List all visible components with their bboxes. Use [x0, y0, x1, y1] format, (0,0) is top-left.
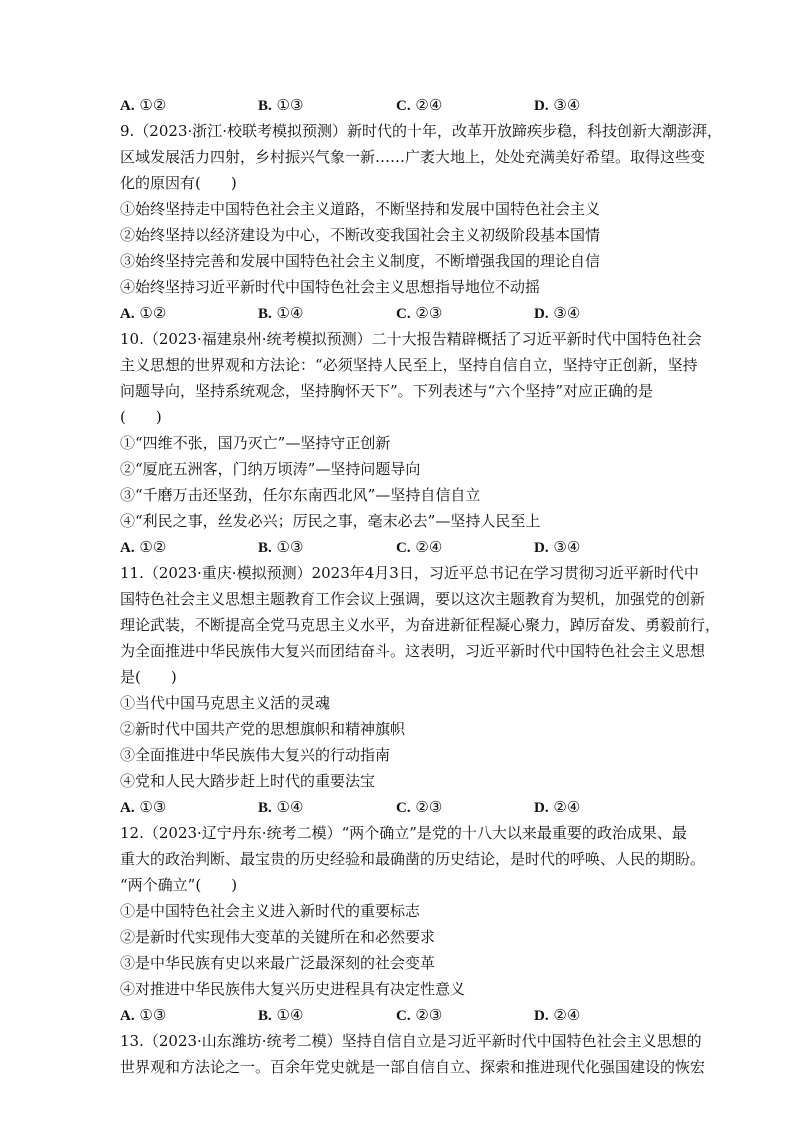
- question-stem-line: “两个确立”( ): [120, 876, 238, 894]
- question-12-options: [120, 1002, 690, 1028]
- statement: ①“四维不张，国乃灭亡”—坚持守正创新: [120, 434, 391, 452]
- option-b: B. ①③: [258, 96, 304, 114]
- option-a: A. ①②: [120, 538, 167, 556]
- question-stem-line: 世界观和方法论之一。百余年党史就是一部自信自立、探索和推进现代化强国建设的恢宏: [120, 1058, 706, 1076]
- question-10: [120, 326, 702, 560]
- option-b: B. ①③: [258, 538, 304, 556]
- question-12: [120, 820, 706, 1028]
- option-c: C. ②③: [396, 798, 443, 816]
- question-stem-line: 主义思想的世界观和方法论：“必须坚持人民至上，坚持自信自立，坚持守正创新，坚持: [120, 356, 698, 374]
- question-stem-line: 11.（2023·重庆·模拟预测）2023年4月3日，习近平总书记在学习贯彻习近平新时代中: [120, 564, 699, 582]
- question-9: [120, 118, 723, 326]
- statement: ①当代中国马克思主义活的灵魂: [120, 694, 331, 712]
- question-stem-line: 12.（2023·辽宁丹东·统考二模）“两个确立”是党的十八大以来最重要的政治成果、最: [120, 824, 687, 842]
- statement: ④党和人民大踏步赶上时代的重要法宝: [120, 772, 376, 790]
- statement: ③是中华民族有史以来最广泛最深刻的社会变革: [120, 954, 436, 972]
- question-stem-line: 问题导向，坚持系统观念，坚持胸怀天下”。下列表述与“六个坚持”对应正确的是: [120, 382, 654, 400]
- question-stem-line: 为全面推进中华民族伟大复兴而团结奋斗。这表明，习近平新时代中国特色社会主义思想: [120, 642, 706, 660]
- option-b: B. ①④: [258, 1006, 304, 1024]
- question-stem-line: 13.（2023·山东潍坊·统考二模）坚持自信自立是习近平新时代中国特色社会主义思想的: [120, 1032, 702, 1050]
- question-stem-line: 理论武装，不断提高全党马克思主义水平，为奋进新征程凝心聚力，踔厉奋发、勇毅前行，: [120, 616, 721, 634]
- option-d: D. ③④: [534, 538, 581, 556]
- option-c: C. ②④: [396, 538, 443, 556]
- option-c: C. ②④: [396, 96, 443, 114]
- question-stem-line: 10.（2023·福建泉州·统考模拟预测）二十大报告精辟概括了习近平新时代中国特色社会: [120, 330, 702, 348]
- statement: ①是中国特色社会主义进入新时代的重要标志: [120, 902, 421, 920]
- question-11-options: [120, 794, 690, 820]
- statement: ④始终坚持习近平新时代中国特色社会主义思想指导地位不动摇: [120, 278, 541, 296]
- statement: ④对推进中华民族伟大复兴历史进程具有决定性意义: [120, 980, 466, 998]
- question-stem-line: 9.（2023·浙江·校联考模拟预测）新时代的十年，改革开放蹄疾步稳，科技创新大潮澎湃，: [120, 122, 723, 140]
- question-stem-line: ( ): [120, 408, 162, 426]
- statement: ③“千磨万击还坚劲，任尔东南西北风”—坚持自信自立: [120, 486, 481, 504]
- option-d: D. ②④: [534, 798, 581, 816]
- statement: ③始终坚持完善和发展中国特色社会主义制度，不断增强我国的理论自信: [120, 252, 601, 270]
- question-8-options-block: [120, 92, 690, 118]
- question-10-options: [120, 534, 690, 560]
- question-9-options: [120, 300, 690, 326]
- option-d: D. ②④: [534, 1006, 581, 1024]
- question-8-options: [120, 92, 690, 118]
- statement: ③全面推进中华民族伟大复兴的行动指南: [120, 746, 391, 764]
- option-d: D. ③④: [534, 96, 581, 114]
- option-b: B. ①④: [258, 304, 304, 322]
- question-stem-line: 重大的政治判断、最宝贵的历史经验和最确凿的历史结论，是时代的呼唤、人民的期盼。: [120, 850, 706, 868]
- statement: ④“利民之事，丝发必兴；厉民之事，毫末必去”—坚持人民至上: [120, 512, 541, 530]
- question-stem-line: 国特色社会主义思想主题教育工作会议上强调，要以这次主题教育为契机，加强党的创新: [120, 590, 706, 608]
- statement: ②是新时代实现伟大变革的关键所在和必然要求: [120, 928, 436, 946]
- question-11: [120, 560, 721, 820]
- option-a: A. ①③: [120, 798, 167, 816]
- option-a: A. ①②: [120, 96, 167, 114]
- statement: ②新时代中国共产党的思想旗帜和精神旗帜: [120, 720, 406, 738]
- option-c: C. ②③: [396, 1006, 443, 1024]
- question-13: [120, 1028, 706, 1080]
- statement: ②“厦庇五洲客，门纳万顷涛”—坚持问题导向: [120, 460, 421, 478]
- option-c: C. ②③: [396, 304, 443, 322]
- option-a: A. ①②: [120, 304, 167, 322]
- statement: ②始终坚持以经济建设为中心，不断改变我国社会主义初级阶段基本国情: [120, 226, 601, 244]
- option-b: B. ①④: [258, 798, 304, 816]
- option-a: A. ①③: [120, 1006, 167, 1024]
- statement: ①始终坚持走中国特色社会主义道路，不断坚持和发展中国特色社会主义: [120, 200, 601, 218]
- question-stem-line: 区域发展活力四射，乡村振兴气象一新……广袤大地上，处处充满美好希望。取得这些变: [120, 148, 706, 166]
- option-d: D. ③④: [534, 304, 581, 322]
- question-stem-line: 化的原因有( ): [120, 174, 237, 192]
- question-stem-line: 是( ): [120, 668, 177, 686]
